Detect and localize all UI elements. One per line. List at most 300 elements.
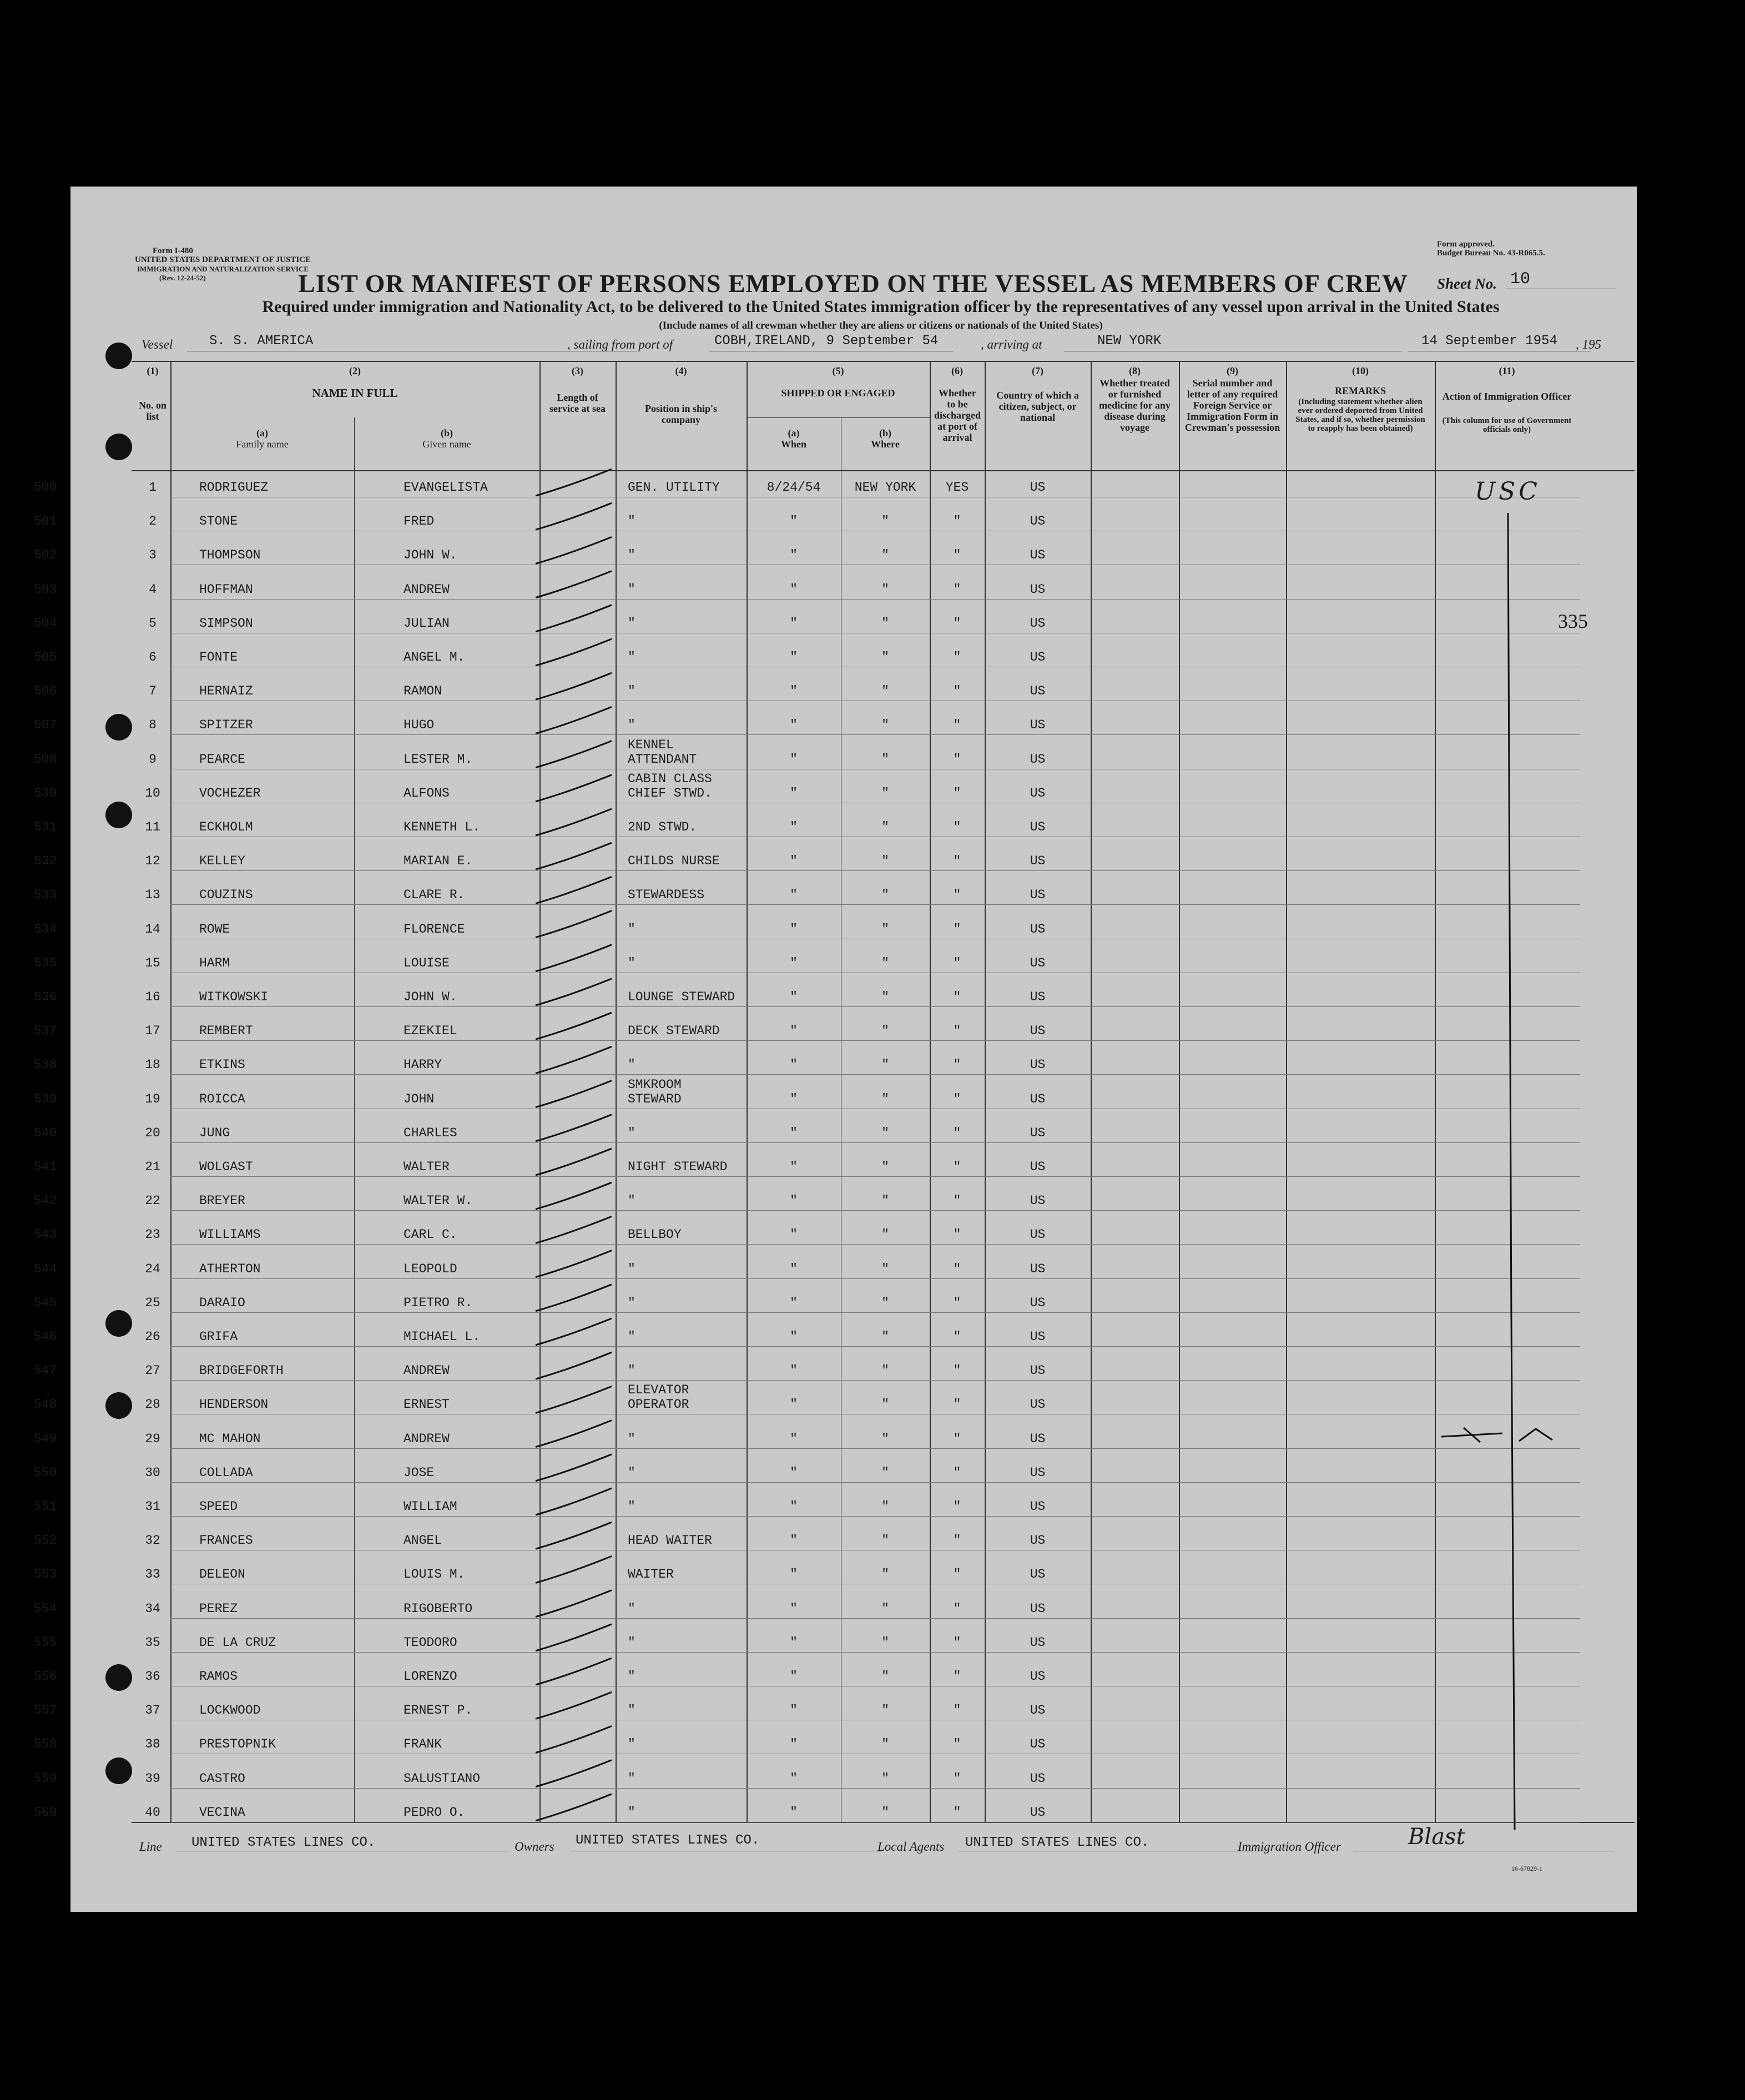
- family-name: HENDERSON: [199, 1397, 269, 1412]
- row-number: 2: [149, 514, 157, 529]
- given-name: RAMON: [404, 684, 442, 699]
- sailing-label: , sailing from port of: [567, 338, 673, 351]
- shipped-where: ": [881, 1601, 889, 1616]
- row-margin-number: 506: [34, 684, 57, 699]
- row-margin-number: 556: [34, 1669, 57, 1684]
- row-number: 35: [145, 1635, 160, 1650]
- shipped-when: ": [790, 684, 798, 699]
- shipped-when: ": [790, 1635, 798, 1650]
- position: ": [628, 684, 636, 699]
- row-margin-number: 551: [34, 1499, 57, 1514]
- row-margin-number: 507: [34, 718, 57, 733]
- country: US: [1030, 990, 1046, 1004]
- country: US: [1030, 1295, 1046, 1310]
- discharged: ": [953, 820, 961, 834]
- col6-num: (6): [951, 365, 963, 376]
- given-name: CARL C.: [404, 1227, 457, 1242]
- shipped-where: ": [881, 514, 889, 529]
- row-margin-number: 558: [34, 1737, 57, 1752]
- country: US: [1030, 921, 1046, 936]
- row-number: 21: [145, 1160, 160, 1174]
- form-approved: Form approved.: [1437, 240, 1495, 249]
- col10-label: REMARKS: [1334, 385, 1386, 396]
- shipped-where: ": [881, 820, 889, 834]
- row-margin-number: 504: [34, 616, 57, 631]
- family-name: RODRIGUEZ: [199, 480, 269, 495]
- discharged: ": [953, 1703, 961, 1718]
- position: ": [628, 1805, 636, 1820]
- shipped-when: ": [790, 854, 798, 869]
- row-number: 10: [145, 785, 160, 800]
- shipped-when: ": [790, 1160, 798, 1174]
- country: US: [1030, 514, 1046, 529]
- given-name: MICHAEL L.: [404, 1330, 481, 1344]
- country: US: [1030, 1125, 1046, 1140]
- discharged: ": [953, 1261, 961, 1276]
- row-number: 11: [145, 820, 160, 834]
- shipped-where: ": [881, 1125, 889, 1140]
- row-number: 19: [145, 1091, 160, 1106]
- country: US: [1030, 888, 1046, 903]
- row-margin-number: 534: [34, 921, 57, 936]
- shipped-when: ": [790, 650, 798, 664]
- row-number: 7: [149, 684, 157, 699]
- position-line1: SMKROOM: [628, 1077, 682, 1092]
- col3-num: (3): [572, 365, 583, 376]
- family-name: WITKOWSKI: [199, 990, 269, 1004]
- family-name: BREYER: [199, 1193, 245, 1208]
- shipped-when: ": [790, 1805, 798, 1820]
- discharged: ": [953, 1431, 961, 1446]
- shipped-where: ": [881, 1057, 889, 1072]
- shipped-where: ": [881, 684, 889, 699]
- position: GEN. UTILITY: [628, 480, 720, 495]
- position: ": [628, 650, 636, 664]
- row-number: 31: [145, 1499, 160, 1514]
- row-margin-number: 533: [34, 888, 57, 903]
- given-name: HARRY: [404, 1057, 442, 1072]
- discharged: ": [953, 1669, 961, 1684]
- row-number: 20: [145, 1125, 160, 1140]
- budget-bureau: Budget Bureau No. 43-R065.5.: [1437, 249, 1545, 258]
- country: US: [1030, 785, 1046, 800]
- position: ": [628, 582, 636, 597]
- col5a-num: (a): [788, 427, 800, 439]
- given-name: LESTER M.: [404, 752, 473, 767]
- family-name: SIMPSON: [199, 616, 253, 631]
- shipped-where: ": [881, 752, 889, 767]
- given-name: ALFONS: [404, 785, 450, 800]
- given-name: CLARE R.: [404, 888, 465, 903]
- form-title: LIST OR MANIFEST OF PERSONS EMPLOYED ON THE VESSEL AS MEMBERS OF CREW: [298, 269, 1408, 298]
- shipped-when: ": [790, 1024, 798, 1039]
- discharged: ": [953, 1160, 961, 1174]
- family-name: BRIDGEFORTH: [199, 1363, 284, 1378]
- given-name: ERNEST: [404, 1397, 450, 1412]
- row-margin-number: 540: [34, 1125, 57, 1140]
- shipped-where: ": [881, 1295, 889, 1310]
- col4-label: Position in ship's company: [644, 403, 718, 425]
- handwritten-marks: [70, 187, 1637, 1912]
- given-name: JOSE: [404, 1465, 435, 1480]
- given-name: FRANK: [404, 1737, 442, 1752]
- family-name: VECINA: [199, 1805, 245, 1820]
- given-name: JULIAN: [404, 616, 450, 631]
- position: ": [628, 1431, 636, 1446]
- country: US: [1030, 1635, 1046, 1650]
- row-number: 14: [145, 921, 160, 936]
- given-name: JOHN W.: [404, 548, 457, 563]
- form-revision: (Rev. 12-24-52): [159, 274, 206, 282]
- country: US: [1030, 1771, 1046, 1786]
- position: ": [628, 1465, 636, 1480]
- col10-num: (10): [1352, 365, 1369, 376]
- shipped-where: ": [881, 582, 889, 597]
- country: US: [1030, 1261, 1046, 1276]
- discharged: ": [953, 1397, 961, 1412]
- given-name: LOUIS M.: [404, 1567, 465, 1582]
- family-name: CASTRO: [199, 1771, 245, 1786]
- shipped-where: ": [881, 1363, 889, 1378]
- family-name: HERNAIZ: [199, 684, 253, 699]
- col3-label: Length of service at sea: [549, 392, 606, 414]
- position: WAITER: [628, 1567, 674, 1582]
- shipped-where: ": [881, 1091, 889, 1106]
- family-name: DE LA CRUZ: [199, 1635, 276, 1650]
- shipped-when: ": [790, 1771, 798, 1786]
- row-margin-number: 538: [34, 1057, 57, 1072]
- row-margin-number: 503: [34, 582, 57, 597]
- family-name: REMBERT: [199, 1024, 253, 1039]
- col1-num: (1): [147, 365, 159, 376]
- row-number: 3: [149, 548, 157, 563]
- family-name: DELEON: [199, 1567, 245, 1582]
- row-margin-number: 557: [34, 1703, 57, 1718]
- family-name: ETKINS: [199, 1057, 245, 1072]
- row-number: 24: [145, 1261, 160, 1276]
- page-stamp: 335: [1558, 610, 1588, 632]
- family-name: WILLIAMS: [199, 1227, 261, 1242]
- agency-name: UNITED STATES DEPARTMENT OF JUSTICE: [135, 255, 311, 264]
- discharged: YES: [945, 480, 969, 495]
- row-number: 15: [145, 955, 160, 970]
- given-name: TEODORO: [404, 1635, 457, 1650]
- shipped-where: ": [881, 1330, 889, 1344]
- row-margin-number: 555: [34, 1635, 57, 1650]
- position: HEAD WAITER: [628, 1533, 712, 1548]
- family-name: ECKHOLM: [199, 820, 253, 834]
- family-name: HARM: [199, 955, 230, 970]
- shipped-where: ": [881, 718, 889, 733]
- shipped-when: ": [790, 1465, 798, 1480]
- given-name: ANDREW: [404, 582, 450, 597]
- row-margin-number: 539: [34, 1091, 57, 1106]
- shipped-where: NEW YORK: [854, 480, 916, 495]
- col9-num: (9): [1227, 365, 1238, 376]
- family-name: SPEED: [199, 1499, 238, 1514]
- position: ": [628, 1261, 636, 1276]
- punch-hole: [105, 343, 132, 369]
- row-number: 18: [145, 1057, 160, 1072]
- shipped-when: ": [790, 1330, 798, 1344]
- country: US: [1030, 718, 1046, 733]
- country: US: [1030, 1193, 1046, 1208]
- shipped-where: ": [881, 888, 889, 903]
- given-name: PEDRO O.: [404, 1805, 465, 1820]
- family-name: COLLADA: [199, 1465, 253, 1480]
- row-margin-number: 536: [34, 990, 57, 1004]
- agency-service: IMMIGRATION AND NATURALIZATION SERVICE: [137, 265, 309, 273]
- given-name: EZEKIEL: [404, 1024, 457, 1039]
- position: ": [628, 1737, 636, 1752]
- country: US: [1030, 1465, 1046, 1480]
- discharged: ": [953, 1567, 961, 1582]
- discharged: ": [953, 1024, 961, 1039]
- discharged: ": [953, 1330, 961, 1344]
- shipped-where: ": [881, 921, 889, 936]
- row-number: 38: [145, 1737, 160, 1752]
- col2-label: NAME IN FULL: [312, 386, 398, 400]
- row-number: 23: [145, 1227, 160, 1242]
- family-name: ATHERTON: [199, 1261, 261, 1276]
- family-name: PRESTOPNIK: [199, 1737, 276, 1752]
- owners-label: Owners: [515, 1840, 554, 1854]
- shipped-when: ": [790, 1499, 798, 1514]
- shipped-where: ": [881, 1160, 889, 1174]
- row-margin-number: 537: [34, 1024, 57, 1039]
- given-name: ANGEL: [404, 1533, 442, 1548]
- row-number: 33: [145, 1567, 160, 1582]
- discharged: ": [953, 514, 961, 529]
- row-margin-number: 505: [34, 650, 57, 664]
- country: US: [1030, 1703, 1046, 1718]
- discharged: ": [953, 888, 961, 903]
- position: ": [628, 514, 636, 529]
- country: US: [1030, 1669, 1046, 1684]
- country: US: [1030, 1737, 1046, 1752]
- col5b-label: Where: [871, 439, 900, 450]
- family-name: COUZINS: [199, 888, 253, 903]
- sailing-from: COBH,IRELAND, 9 September 54: [714, 334, 939, 349]
- shipped-when: ": [790, 1261, 798, 1276]
- col5a-label: When: [780, 439, 806, 450]
- discharged: ": [953, 1601, 961, 1616]
- discharged: ": [953, 921, 961, 936]
- row-number: 4: [149, 582, 157, 597]
- row-number: 29: [145, 1431, 160, 1446]
- position: OPERATOR: [628, 1397, 689, 1412]
- row-margin-number: 541: [34, 1160, 57, 1174]
- shipped-when: ": [790, 1397, 798, 1412]
- given-name: FRED: [404, 514, 435, 529]
- col2b-label: Given name: [422, 439, 471, 450]
- country: US: [1030, 1805, 1046, 1820]
- country: US: [1030, 582, 1046, 597]
- row-number: 27: [145, 1363, 160, 1378]
- shipped-where: ": [881, 1805, 889, 1820]
- country: US: [1030, 684, 1046, 699]
- country: US: [1030, 1533, 1046, 1548]
- given-name: SALUSTIANO: [404, 1771, 481, 1786]
- shipped-where: ": [881, 785, 889, 800]
- row-margin-number: 552: [34, 1533, 57, 1548]
- row-margin-number: 542: [34, 1193, 57, 1208]
- col2-num: (2): [349, 365, 361, 376]
- row-margin-number: 500: [34, 480, 57, 495]
- discharged: ": [953, 1771, 961, 1786]
- col5-num: (5): [832, 365, 844, 376]
- shipped-when: ": [790, 1533, 798, 1548]
- shipped-where: ": [881, 1397, 889, 1412]
- country: US: [1030, 650, 1046, 664]
- punch-hole: [105, 1392, 132, 1419]
- discharged: ": [953, 1295, 961, 1310]
- shipped-where: ": [881, 1669, 889, 1684]
- country: US: [1030, 480, 1046, 495]
- position: ": [628, 1635, 636, 1650]
- discharged: ": [953, 718, 961, 733]
- shipped-where: ": [881, 1737, 889, 1752]
- country: US: [1030, 1567, 1046, 1582]
- position: ": [628, 1499, 636, 1514]
- row-margin-number: 547: [34, 1363, 57, 1378]
- country: US: [1030, 1160, 1046, 1174]
- shipped-where: ": [881, 990, 889, 1004]
- row-number: 39: [145, 1771, 160, 1786]
- country: US: [1030, 854, 1046, 869]
- manifest-date: 14 September 1954: [1421, 334, 1557, 349]
- position: BELLBOY: [628, 1227, 682, 1242]
- family-name: PEARCE: [199, 752, 245, 767]
- row-margin-number: 508: [34, 752, 57, 767]
- shipped-when: ": [790, 955, 798, 970]
- given-name: ANDREW: [404, 1431, 450, 1446]
- row-number: 17: [145, 1024, 160, 1039]
- family-name: WOLGAST: [199, 1160, 253, 1174]
- row-margin-number: 553: [34, 1567, 57, 1582]
- family-name: PEREZ: [199, 1601, 238, 1616]
- family-name: JUNG: [199, 1125, 230, 1140]
- shipped-when: ": [790, 1703, 798, 1718]
- line-value: UNITED STATES LINES CO.: [191, 1835, 376, 1850]
- family-name: STONE: [199, 514, 238, 529]
- country: US: [1030, 1024, 1046, 1039]
- shipped-when: ": [790, 1737, 798, 1752]
- family-name: HOFFMAN: [199, 582, 253, 597]
- family-name: FONTE: [199, 650, 238, 664]
- row-number: 32: [145, 1533, 160, 1548]
- shipped-when: ": [790, 1669, 798, 1684]
- shipped-when: ": [790, 888, 798, 903]
- given-name: RIGOBERTO: [404, 1601, 473, 1616]
- shipped-where: ": [881, 955, 889, 970]
- family-name: SPITZER: [199, 718, 253, 733]
- row-margin-number: 546: [34, 1330, 57, 1344]
- position: ATTENDANT: [628, 752, 697, 767]
- row-margin-number: 560: [34, 1805, 57, 1820]
- discharged: ": [953, 1465, 961, 1480]
- col2b-num: (b): [441, 427, 453, 439]
- position: STEWARD: [628, 1091, 682, 1106]
- row-margin-number: 548: [34, 1397, 57, 1412]
- discharged: ": [953, 955, 961, 970]
- country: US: [1030, 616, 1046, 631]
- family-name: MC MAHON: [199, 1431, 261, 1446]
- form-subtitle: Required under immigration and Nationality Act, to be delivered to the United States immigration officer by the representatives of any vessel upon arrival in the United States: [262, 298, 1500, 316]
- discharged: ": [953, 1635, 961, 1650]
- given-name: KENNETH L.: [404, 820, 481, 834]
- row-margin-number: 550: [34, 1465, 57, 1480]
- shipped-where: ": [881, 1024, 889, 1039]
- shipped-when: ": [790, 1363, 798, 1378]
- discharged: ": [953, 1499, 961, 1514]
- shipped-when: ": [790, 1193, 798, 1208]
- family-name: KELLEY: [199, 854, 245, 869]
- col2a-label: Family name: [236, 439, 289, 450]
- col6-label: Whether to be discharged at port of arrival: [934, 387, 981, 443]
- family-name: ROWE: [199, 921, 230, 936]
- row-number: 40: [145, 1805, 160, 1820]
- officer-signature: Blast: [1408, 1824, 1465, 1850]
- given-name: EVANGELISTA: [404, 480, 488, 495]
- given-name: WALTER: [404, 1160, 450, 1174]
- col1-label: No. on list: [138, 400, 167, 422]
- col4-num: (4): [675, 365, 687, 376]
- given-name: MARIAN E.: [404, 854, 473, 869]
- given-name: ANDREW: [404, 1363, 450, 1378]
- shipped-when: ": [790, 548, 798, 563]
- agents-value: UNITED STATES LINES CO.: [965, 1835, 1149, 1850]
- given-name: LEOPOLD: [404, 1261, 457, 1276]
- year-suffix: , 195: [1576, 338, 1601, 351]
- shipped-where: ": [881, 1431, 889, 1446]
- shipped-when: ": [790, 582, 798, 597]
- country: US: [1030, 752, 1046, 767]
- given-name: LORENZO: [404, 1669, 457, 1684]
- discharged: ": [953, 616, 961, 631]
- position: ": [628, 1771, 636, 1786]
- col8-label: Whether treated or furnished medicine for any disease during voyage: [1099, 377, 1171, 433]
- position: ": [628, 1295, 636, 1310]
- family-name: VOCHEZER: [199, 785, 261, 800]
- sheet-label: Sheet No.: [1437, 275, 1497, 292]
- given-name: PIETRO R.: [404, 1295, 473, 1310]
- position: ": [628, 548, 636, 563]
- arriving-at: NEW YORK: [1097, 334, 1162, 349]
- print-code: 16-67829-1: [1511, 1865, 1542, 1872]
- shipped-where: ": [881, 1703, 889, 1718]
- position: ": [628, 616, 636, 631]
- position: ": [628, 1193, 636, 1208]
- discharged: ": [953, 1091, 961, 1106]
- discharged: ": [953, 650, 961, 664]
- given-name: WILLIAM: [404, 1499, 457, 1514]
- row-number: 30: [145, 1465, 160, 1480]
- country: US: [1030, 1363, 1046, 1378]
- shipped-when: ": [790, 785, 798, 800]
- given-name: JOHN: [404, 1091, 435, 1106]
- position: ": [628, 1125, 636, 1140]
- family-name: THOMPSON: [199, 548, 261, 563]
- shipped-where: ": [881, 1567, 889, 1582]
- country: US: [1030, 1431, 1046, 1446]
- discharged: ": [953, 752, 961, 767]
- form-number: Form I-480: [153, 246, 193, 255]
- position: ": [628, 1363, 636, 1378]
- col11-label: Action of Immigration Officer: [1442, 391, 1572, 402]
- row-number: 34: [145, 1601, 160, 1616]
- shipped-where: ": [881, 548, 889, 563]
